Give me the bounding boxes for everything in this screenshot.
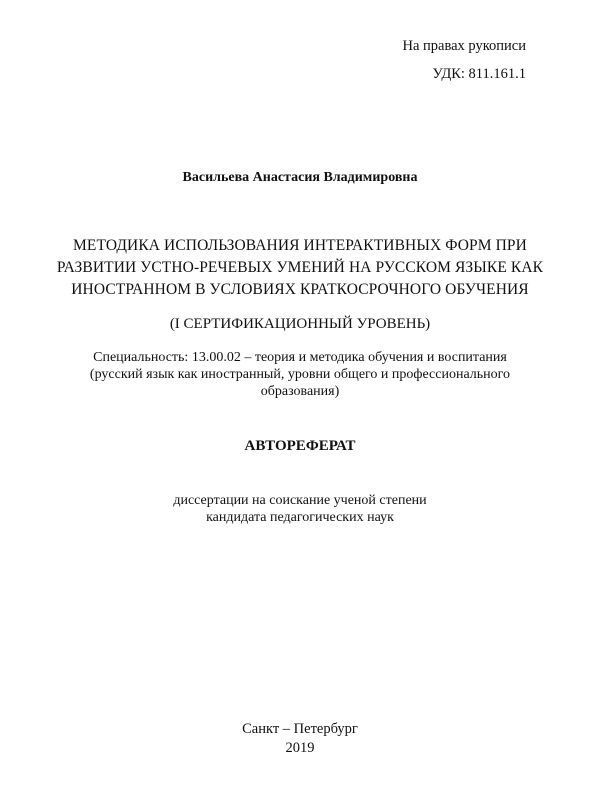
udk-code: УДК: 811.161.1 xyxy=(432,66,526,82)
specialty-line-2: (русский язык как иностранный, уровни общего и профессионального xyxy=(89,367,511,382)
title-line-2: РАЗВИТИИ УСТНО-РЕЧЕВЫХ УМЕНИЙ НА РУССКОМ ЯЗЫКЕ КАК xyxy=(56,259,544,276)
certification-level: (I СЕРТИФИКАЦИОННЫЙ УРОВЕНЬ) xyxy=(169,316,431,332)
degree-line-2: кандидата педагогических наук xyxy=(206,510,394,525)
city: Санкт – Петербург xyxy=(242,721,358,737)
rights-note: На правах рукописи xyxy=(402,38,526,54)
degree-line-1: диссертации на соискание ученой степени xyxy=(173,493,427,508)
author-name: Васильева Анастасия Владимировна xyxy=(182,170,418,185)
title-line-3: ИНОСТРАННОМ В УСЛОВИЯХ КРАТКОСРОЧНОГО ОБУЧЕНИЯ xyxy=(71,281,529,298)
specialty-line-3: образования) xyxy=(260,384,340,399)
year: 2019 xyxy=(285,740,315,756)
specialty-line-1: Специальность: 13.00.02 – теория и методика обучения и воспитания xyxy=(93,350,507,365)
document-type: АВТОРЕФЕРАТ xyxy=(244,438,356,454)
title-line-1: МЕТОДИКА ИСПОЛЬЗОВАНИЯ ИНТЕРАКТИВНЫХ ФОРМ ПРИ xyxy=(73,237,527,254)
